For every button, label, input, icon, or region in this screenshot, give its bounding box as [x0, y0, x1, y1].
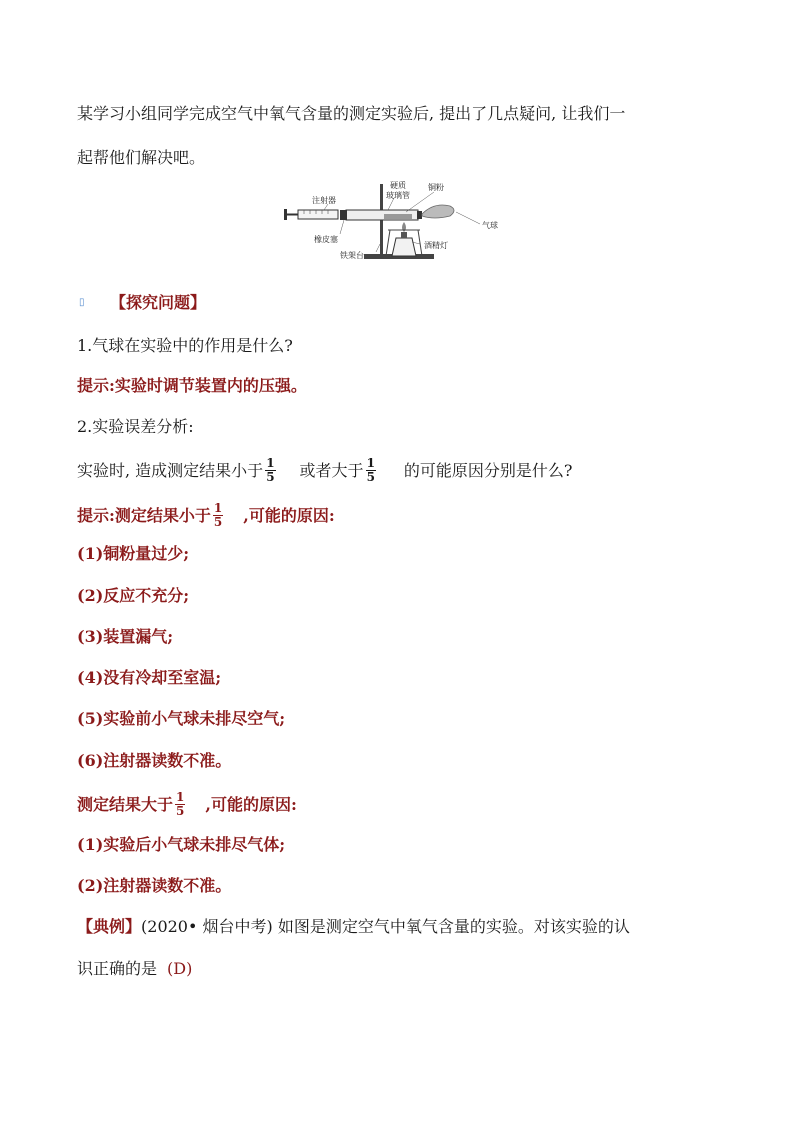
alcohol-lamp — [392, 238, 416, 256]
less-reason-3: (3)装置漏气; — [77, 627, 174, 646]
q2-hint-less: 提示:测定结果小于 $\frac{1}{5}$ ,可能的原因: — [77, 501, 335, 529]
more-reason-1: (1)实验后小气球未排尽气体; — [77, 835, 286, 854]
q2-question-b: 或者大于 — [299, 461, 364, 480]
label-copper: 铜粉 — [428, 183, 444, 192]
label-syringe: 注射器 — [312, 196, 336, 205]
example-tag: 【典例】 — [77, 917, 142, 936]
intro-line-1: 某学习小组同学完成空气中氧气含量的测定实验后, 提出了几点疑问, 让我们一 — [77, 104, 626, 123]
example-line-1 — [77, 916, 630, 938]
less-reason-6: (6)注射器读数不准。 — [77, 751, 232, 770]
rubber-stopper — [340, 210, 347, 220]
label-balloon: 气球 — [482, 221, 498, 230]
apparatus-figure — [284, 180, 510, 264]
label-stopper: 橡皮塞 — [314, 235, 338, 244]
section-marker: ▯ — [79, 297, 85, 308]
q1-hint: 提示:实验时调节装置内的压强。 — [77, 376, 307, 395]
q2-question-c: 的可能原因分别是什么? — [403, 461, 573, 480]
label-glass-tube-1: 硬质 — [390, 181, 406, 190]
q2-question-a: 实验时, 造成测定结果小于 — [77, 461, 264, 480]
example-line-2 — [77, 958, 192, 980]
q2-question — [77, 458, 573, 485]
less-reason-2: (2)反应不充分; — [77, 586, 190, 605]
q2-hint-more: 测定结果大于 $\frac{1}{5}$ ,可能的原因: — [77, 790, 297, 818]
intro-line-2: 起帮他们解决吧。 — [77, 148, 206, 167]
fraction-one-fifth: $\frac{1}{5}$ — [176, 790, 185, 818]
less-reason-5: (5)实验前小气球未排尽空气; — [77, 709, 286, 728]
q1-question: 1.气球在实验中的作用是什么? — [77, 336, 293, 355]
section-title: 【探究问题】 — [110, 293, 207, 312]
less-reason-1: (1)铜粉量过少; — [77, 544, 190, 563]
fraction-one-fifth: $\frac{1}{5}$ — [213, 501, 223, 529]
label-glass-tube-2: 玻璃管 — [386, 191, 410, 200]
q2-title: 2.实验误差分析: — [77, 417, 194, 436]
label-lamp: 酒精灯 — [424, 241, 448, 250]
copper-powder — [384, 214, 412, 219]
example-text-1: (2020• 烟台中考) 如图是测定空气中氧气含量的实验。对该实验的认 — [141, 917, 630, 936]
fraction-one-fifth: $\frac{1}{5}$ — [266, 456, 275, 484]
more-reason-2: (2)注射器读数不准。 — [77, 876, 232, 895]
less-reason-4: (4)没有冷却至室温; — [77, 668, 222, 687]
example-answer: (D) — [167, 959, 193, 978]
balloon — [422, 205, 454, 218]
example-text-2: 识正确的是 — [77, 959, 158, 978]
label-stand: 铁架台 — [340, 251, 364, 260]
fraction-one-fifth: $\frac{1}{5}$ — [366, 456, 375, 484]
